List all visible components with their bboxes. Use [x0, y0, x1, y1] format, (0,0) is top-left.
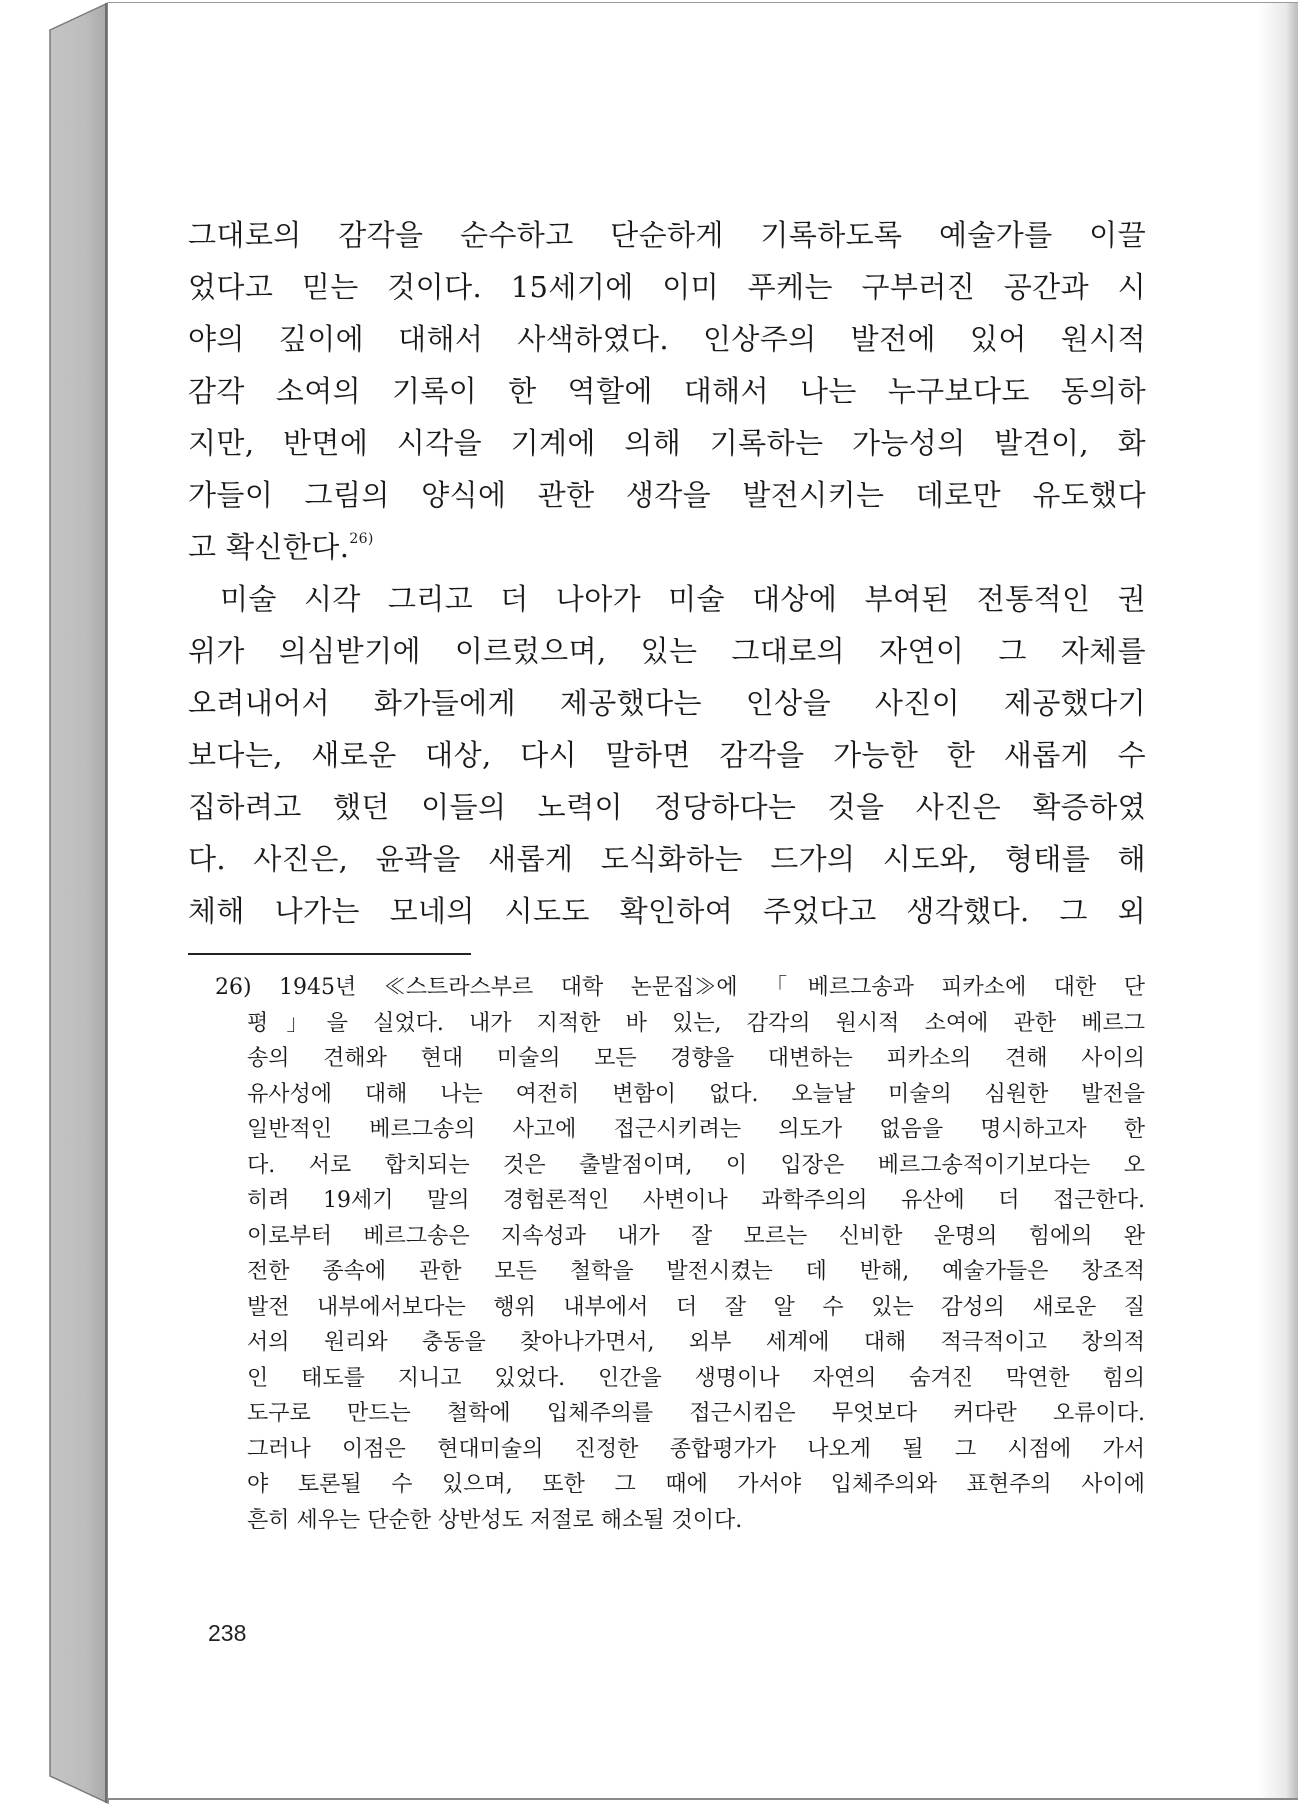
text-line: 집하려고 했던 이들의 노력이 정당하다는 것을 사진은 확증하였 [188, 790, 1146, 824]
text-line-with-ref [188, 521, 1146, 573]
text-line: 오려내어서 화가들에게 제공했다는 인상을 사진이 제공했다기 [188, 686, 1146, 720]
footnote-line: 전한 종속에 관한 모든 철학을 발전시켰는 데 반해, 예술가들은 창조적 [247, 1259, 1145, 1284]
text-line: 가들이 그림의 양식에 관한 생각을 발전시키는 데로만 유도했다 [188, 478, 1146, 512]
body-text [188, 209, 1146, 937]
text-line: 보다는, 새로운 대상, 다시 말하면 감각을 가능한 한 새롭게 수 [188, 738, 1146, 772]
page-number: 238 [208, 1620, 247, 1646]
paragraph-2 [188, 573, 1146, 937]
footnote-line: 인 태도를 지니고 있었다. 인간을 생명이나 자연의 숨겨진 막연한 힘의 [247, 1365, 1145, 1391]
text-line: 체해 나가는 모네의 시도도 확인하여 주었다고 생각했다. 그 외 [188, 894, 1146, 928]
footnote-line: 평」을 실었다. 내가 지적한 바 있는, 감각의 원시적 소여에 관한 베르그 [247, 1010, 1145, 1036]
text-line: 다. 사진은, 윤곽을 새롭게 도식화하는 드가의 시도와, 형태를 해 [188, 842, 1146, 876]
footnote-line: 히려 19세기 말의 경험론적인 사변이나 과학주의의 유산에 더 접근한다. [247, 1188, 1145, 1213]
footnote-separator [188, 953, 471, 955]
footnote-line: 발전 내부에서보다는 행위 내부에서 더 잘 알 수 있는 감성의 새로운 질 [247, 1294, 1145, 1320]
footnote-line: 그러나 이점은 현대미술의 진정한 종합평가가 나오게 될 그 시점에 가서 [247, 1436, 1145, 1462]
text-line: 미술 시각 그리고 더 나아가 미술 대상에 부여된 전통적인 권 [220, 582, 1146, 616]
footnote-line: 송의 견해와 현대 미술의 모든 경향을 대변하는 피카소의 견해 사이의 [247, 1046, 1145, 1071]
footnote-line: 도구로 만드는 철학에 입체주의를 접근시킴은 무엇보다 커다란 오류이다. [247, 1401, 1145, 1426]
footnote-line: 일반적인 베르그송의 사고에 접근시키려는 의도가 없음을 명시하고자 한 [247, 1117, 1145, 1142]
text-line: 었다고 믿는 것이다. 15세기에 이미 푸케는 구부러진 공간과 시 [188, 270, 1146, 304]
footnote-line: 야 토론될 수 있으며, 또한 그 때에 가서야 입체주의와 표현주의 사이에 [247, 1472, 1145, 1497]
text-line: 감각 소여의 기록이 한 역할에 대해서 나는 누구보다도 동의하 [188, 374, 1146, 408]
text-line: 위가 의심받기에 이르렀으며, 있는 그대로의 자연이 그 자체를 [188, 634, 1146, 668]
book-spine [0, 0, 110, 1806]
text-line: 야의 깊이에 대해서 사색하였다. 인상주의 발전에 있어 원시적 [188, 322, 1146, 356]
footnote-line: 유사성에 대해 나는 여전히 변함이 없다. 오늘날 미술의 심원한 발전을 [247, 1081, 1145, 1107]
footnote-line: 이로부터 베르그송은 지속성과 내가 잘 모르는 신비한 운명의 힘에의 완 [247, 1223, 1145, 1249]
footnote-line: 서의 원리와 충동을 찾아나가면서, 외부 세계에 대해 적극적이고 창의적 [247, 1330, 1145, 1355]
footnote-26 [215, 970, 1145, 1538]
paragraph-1 [188, 209, 1146, 573]
page-edge-shadow [1258, 3, 1298, 1798]
text-line: 그대로의 감각을 순수하고 단순하게 기록하도록 예술가를 이끌 [188, 218, 1146, 252]
footnote-line: 다. 서로 합치되는 것은 출발점이며, 이 입장은 베르그송적이기보다는 오 [247, 1152, 1145, 1178]
footnote-reference[interactable]: 26) [349, 531, 374, 547]
footnote-line: 26) 1945년 ≪스트라스부르 대학 논문집≫에 「베르그송과 피카소에 대한 단 [215, 975, 1145, 1000]
text-line: 지만, 반면에 시각을 기계에 의해 기록하는 가능성의 발견이, 화 [188, 426, 1146, 460]
footnote-line: 흔히 세우는 단순한 상반성도 저절로 해소될 것이다. [247, 1507, 743, 1533]
text-line: 고 확신한다. [188, 530, 350, 564]
